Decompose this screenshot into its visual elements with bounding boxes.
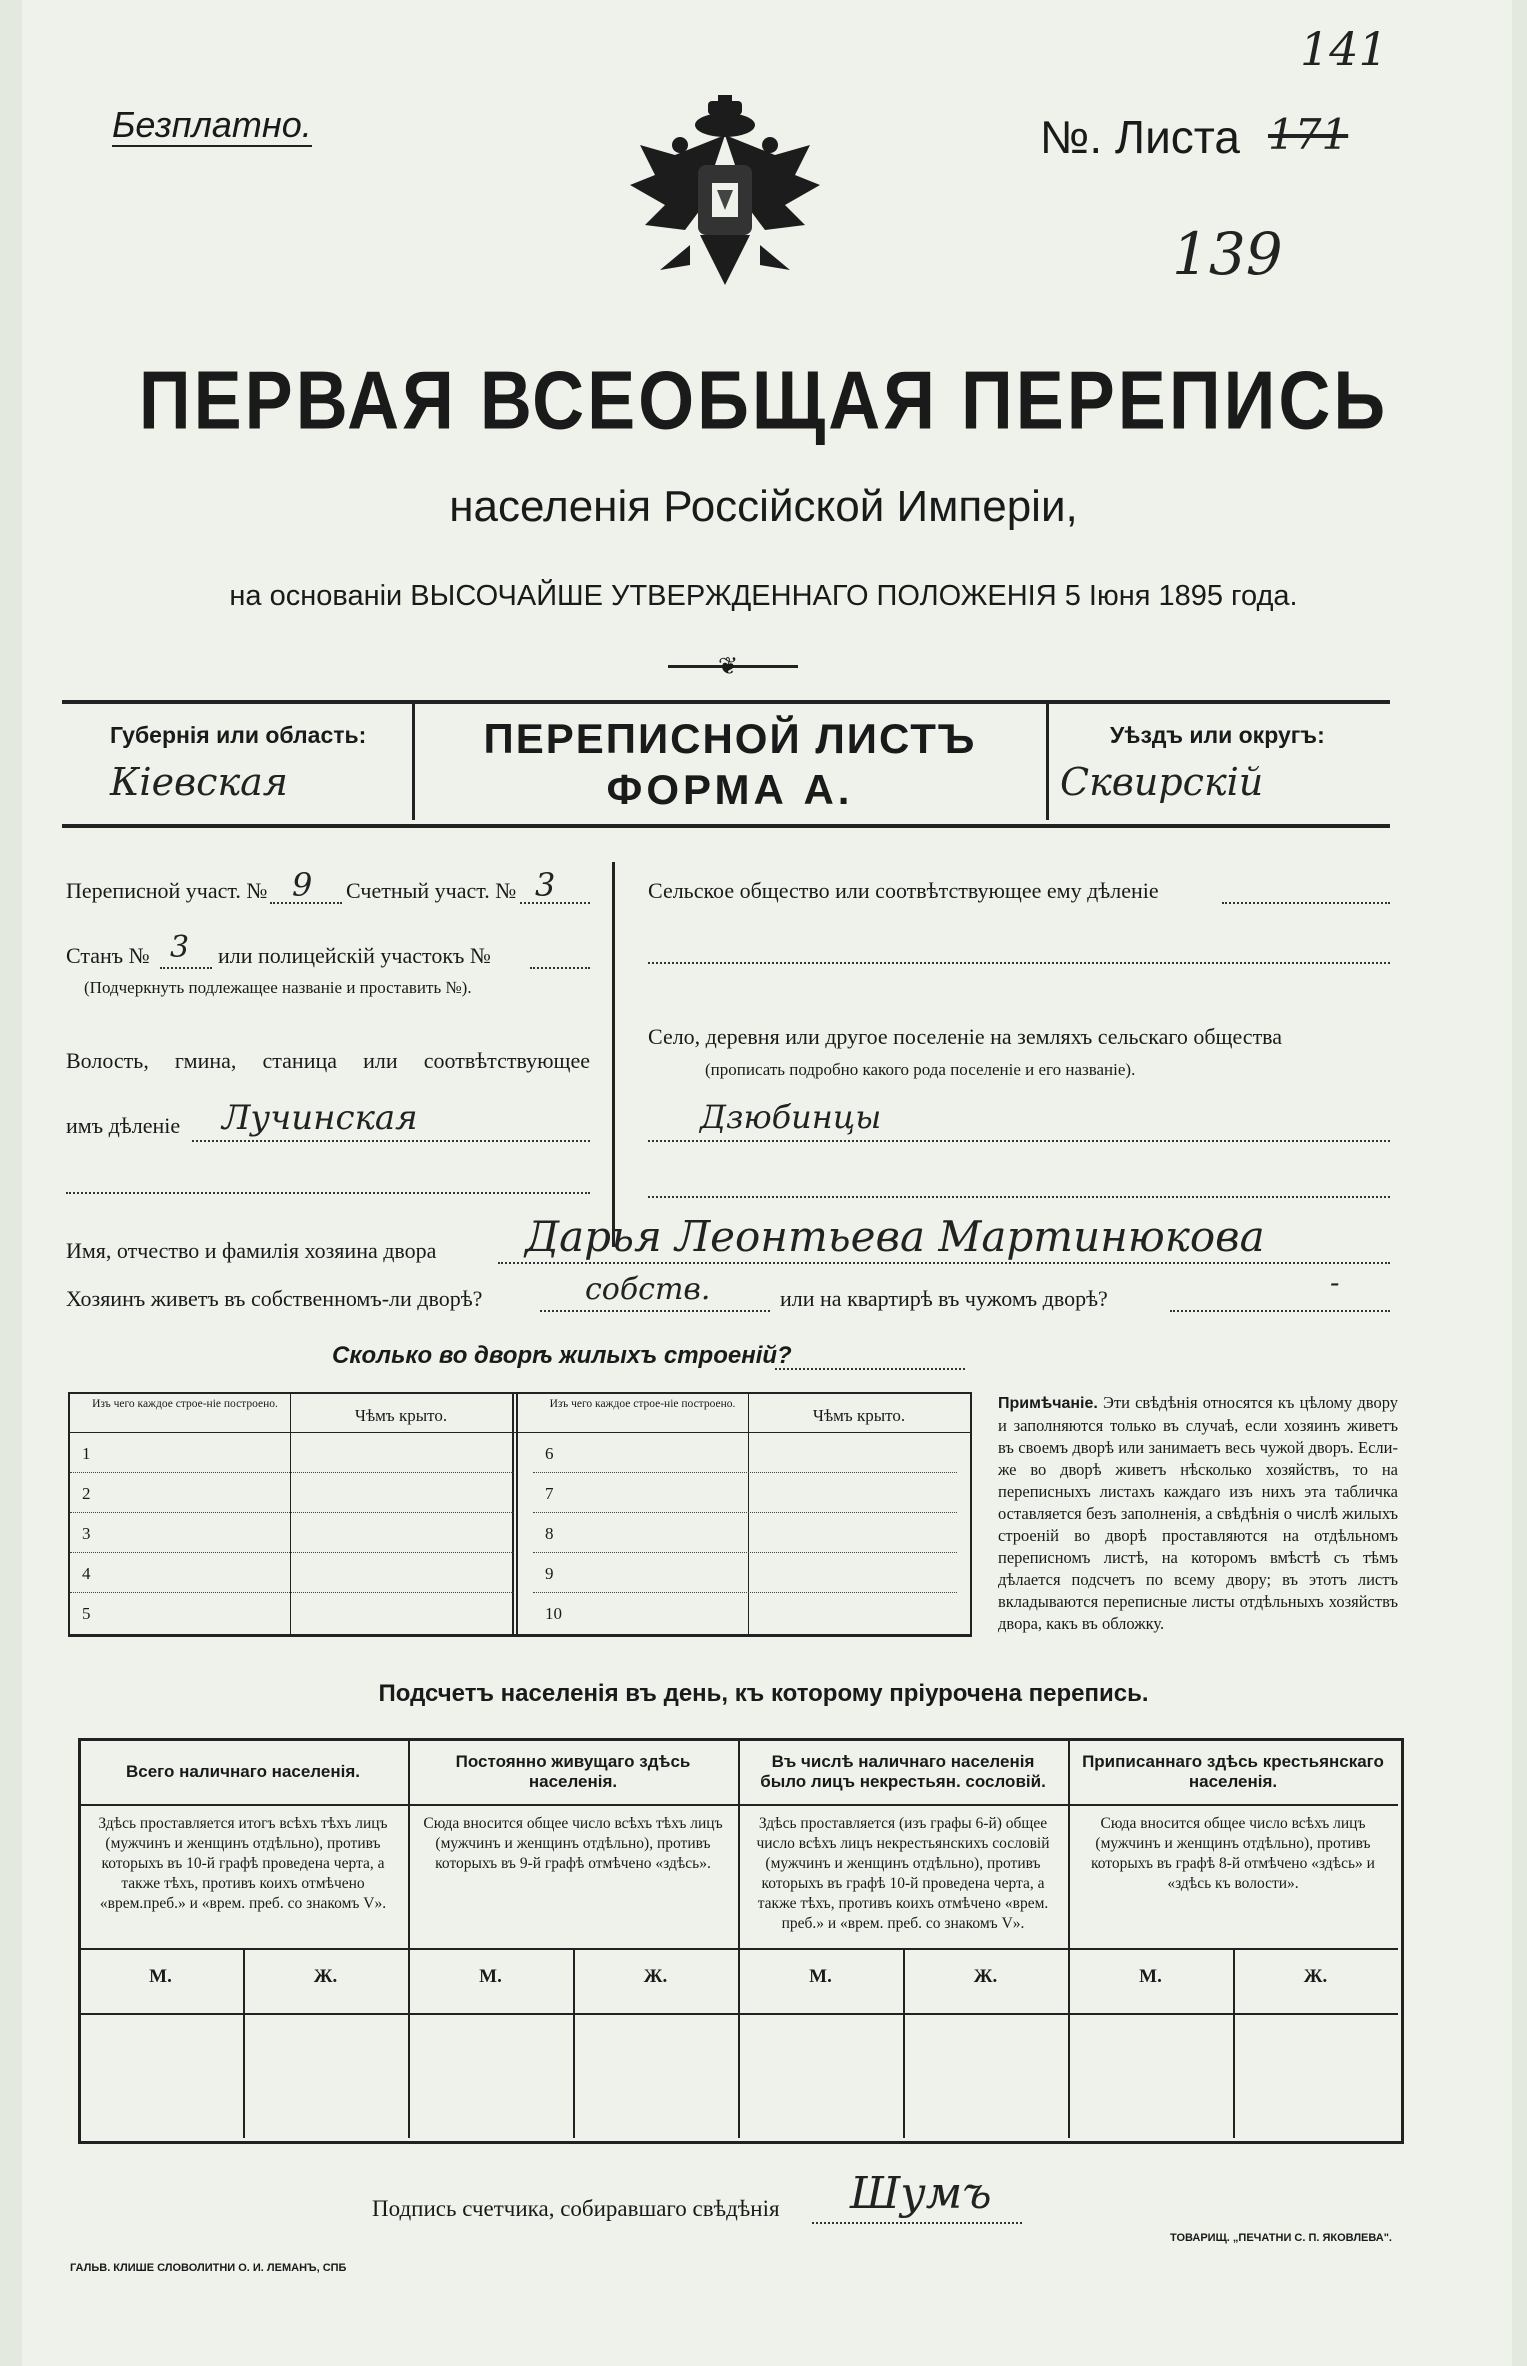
corner-number: 141: [1300, 22, 1388, 76]
building-row-line: [70, 1552, 514, 1553]
count-male-label: М.: [1139, 1966, 1162, 1987]
own-yard-line: [540, 1310, 770, 1312]
buildings-title: Сколько во дворѣ жилыхъ строеній?: [332, 1342, 792, 1369]
building-row-number: 8: [545, 1524, 554, 1543]
basis-line: на основаніи ВЫСОЧАЙШЕ УТВЕРЖДЕННАГО ПОЛОЖЕНІЯ 5 Іюня 1895 года.: [229, 580, 1298, 612]
count-head-line: [408, 1804, 738, 1806]
footer-right: ТОВАРИЩ. „ПЕЧАТНИ С. П. ЯКОВЛЕВА".: [1170, 2232, 1392, 2244]
buildings-table: [68, 1392, 972, 1637]
buildings-left-colsep: [290, 1392, 291, 1634]
volost-line-2: [66, 1192, 590, 1194]
owner-name-line: [498, 1262, 1390, 1264]
buildings-line: [775, 1368, 965, 1370]
building-row-line: [70, 1472, 514, 1473]
building-row-number: 1: [82, 1444, 91, 1463]
count-female-label: Ж.: [1303, 1966, 1328, 1987]
building-row-number: 3: [82, 1524, 91, 1543]
count-col-text: Здѣсь проставляется итогъ всѣхъ тѣхъ лицъ (мужчинъ и женщинъ отдѣльно), противъ которыхъ въ 10-й графѣ проведена черта, а также тѣхъ, противъ коихъ отмѣчено «врем.преб.» и «врем. преб. со знакомъ V».: [98, 1815, 388, 1912]
count-col-text: Сюда вносится общее число всѣхъ тѣхъ лицъ (мужчинъ и женщинъ отдѣльно), противъ которыхъ въ 9-й графѣ отмѣчено «здѣсь».: [423, 1815, 723, 1872]
count-col-separator: [408, 1738, 410, 2138]
count-area-label: Счетный участ. №: [346, 878, 517, 903]
count-col-text: Сюда вносится общее число всѣхъ лицъ (мужчинъ и женщинъ отдѣльно), противъ которыхъ въ графѣ 8-й отмѣчено «здѣсь» и «здѣсь къ волости».: [1091, 1815, 1375, 1892]
building-row-line: [533, 1552, 957, 1553]
building-row-number: 10: [545, 1604, 562, 1623]
stan-label: Станъ №: [66, 943, 150, 968]
main-title: ПЕРВАЯ ВСЕОБЩАЯ ПЕРЕПИСЬ: [138, 355, 1389, 447]
gubernia-value: Кіевская: [110, 760, 288, 804]
count-col-head: Приписаннаго здѣсь крестьянскаго населенія.: [1082, 1752, 1384, 1791]
building-row-number: 2: [82, 1484, 91, 1503]
free-label: Безплатно.: [112, 104, 312, 145]
sheet-number-new: 139: [1172, 220, 1283, 288]
count-table: [78, 1738, 1404, 2144]
rent-value: -: [1330, 1266, 1340, 1299]
volost-line: [192, 1140, 590, 1142]
stan-value: 3: [170, 930, 190, 965]
police-line: [530, 967, 590, 969]
count-area-value: 3: [535, 866, 556, 904]
count-head-line: [738, 1804, 1068, 1806]
count-title: Подсчетъ населенія въ день, къ которому пріурочена перепись.: [378, 1680, 1149, 1707]
count-head-line: [78, 1804, 408, 1806]
own-yard-label: Хозяинъ живетъ въ собственномъ-ли дворѣ?: [66, 1286, 483, 1311]
buildings-col-material-right: Изъ чего каждое строе-ніе построено.: [549, 1398, 736, 1410]
building-row-number: 4: [82, 1564, 91, 1583]
signature-value: Шумъ: [850, 2168, 992, 2219]
ornament-icon: ❦: [718, 654, 739, 680]
subtitle: населенія Россійской Имперіи,: [449, 482, 1078, 531]
sheet-number-label: №. Листа: [1040, 111, 1240, 163]
buildings-note: [998, 1392, 1398, 1635]
buildings-right-colsep: [748, 1392, 749, 1634]
count-female-label: Ж.: [643, 1966, 668, 1987]
census-area-line: [270, 902, 342, 904]
buildings-col-material-left: Изъ чего каждое строе-ніе построено.: [92, 1398, 278, 1410]
building-row-line: [70, 1512, 514, 1513]
note-head: Примѣчаніе.: [998, 1395, 1098, 1412]
count-col-text: Здѣсь проставляется (изъ графы 6-й) общее число всѣхъ лицъ некрестьянскихъ сословій (мужчинъ и женщинъ отдѣльно), противъ которыхъ въ графѣ 10-й проведена черта, а также тѣхъ, противъ коихъ отмѣчено «врем. преб.» и «врем. преб. со знакомъ V».: [756, 1815, 1050, 1932]
count-male-label: М.: [809, 1966, 832, 1987]
society-label: Сельское общество или соотвѣтствующее ему дѣленіе: [648, 878, 1159, 903]
uezd-label: Уѣздъ или округъ:: [1110, 722, 1325, 748]
signature-line: [812, 2222, 1022, 2224]
rent-line: [1170, 1310, 1390, 1312]
village-note: (прописать подробно какого рода поселеніе и его названіе).: [705, 1060, 1136, 1079]
volost-label-2: имъ дѣленіе: [66, 1113, 181, 1138]
vertical-divider: [612, 862, 615, 1247]
buildings-col-roof-left: Чѣмъ крыто.: [354, 1406, 448, 1425]
building-row-number: 9: [545, 1564, 554, 1583]
buildings-head-line: [68, 1432, 970, 1433]
sheet-number-struck: 171: [1268, 110, 1349, 159]
count-male-label: М.: [479, 1966, 502, 1987]
police-label: или полицейскій участокъ №: [218, 943, 491, 968]
buildings-divider: [512, 1392, 518, 1634]
owner-name-value: Дарья Леонтьева Мартинюкова: [525, 1212, 1265, 1261]
village-value: Дзюбинцы: [700, 1098, 882, 1136]
uezd-value: Сквирскій: [1060, 760, 1264, 804]
society-line: [1222, 902, 1390, 904]
coat-of-arms-icon: [620, 95, 830, 325]
owner-name-label: Имя, отчество и фамилія хозяина двора: [66, 1238, 437, 1263]
underline-note: (Подчеркнуть подлежащее названіе и проставить №).: [84, 978, 472, 997]
count-col-head: Постоянно живущаго здѣсь населенія.: [455, 1752, 691, 1791]
footer-left: ГАЛЬВ. КЛИШЕ СЛОВОЛИТНИ О. И. ЛЕМАНЪ, СПБ: [70, 2262, 347, 2274]
count-area-line: [520, 902, 590, 904]
rent-label: или на квартирѣ въ чужомъ дворѣ?: [780, 1286, 1108, 1311]
form-title: ПЕРЕПИСНОЙ ЛИСТЪ: [483, 715, 977, 762]
count-col-separator: [738, 1738, 740, 2138]
gubernia-label: Губернія или область:: [110, 722, 367, 748]
census-area-value: 9: [292, 866, 313, 904]
own-yard-value: собств.: [585, 1272, 711, 1307]
building-row-number: 7: [545, 1484, 554, 1503]
count-female-label: Ж.: [313, 1966, 338, 1987]
count-col-head: Всего наличнаго населенія.: [126, 1762, 360, 1781]
count-male-label: М.: [149, 1966, 172, 1987]
building-row-number: 5: [82, 1604, 91, 1623]
buildings-col-roof-right: Чѣмъ крыто.: [812, 1406, 906, 1425]
note-text: Эти свѣдѣнія относятся къ цѣлому двору и заполняются только въ случаѣ, если хозяинъ живетъ въ своемъ дворѣ или занимаетъ весь чужой дворъ. Если-же во дворѣ живетъ нѣсколько хозяйствъ, то на переписныхъ листахъ каждаго изъ нихъ эта табличка оставляется безъ заполненія, а свѣдѣнія о числѣ жилыхъ строеній во дворѣ проставляются на отдѣльномъ переписномъ листѣ, на которомъ вмѣстѣ съ тѣмъ дѣлается подсчетъ по всему двору; въ этотъ листъ вкладываются переписные листы отдѣльныхъ хозяйствъ двора, какъ въ обложку.: [998, 1393, 1398, 1633]
count-female-label: Ж.: [973, 1966, 998, 1987]
stan-line: [160, 967, 212, 969]
volost-value: Лучинская: [222, 1098, 418, 1138]
society-line-2: [648, 962, 1390, 964]
building-row-line: [533, 1512, 957, 1513]
count-col-separator: [1068, 1738, 1070, 2138]
building-row-number: 6: [545, 1444, 554, 1463]
form-subtitle: ФОРМА А.: [606, 766, 854, 813]
village-line: [648, 1140, 1390, 1142]
count-head-line: [1068, 1804, 1398, 1806]
signature-label: Подпись счетчика, собиравшаго свѣдѣнія: [372, 2196, 780, 2221]
village-label: Село, деревня или другое поселеніе на земляхъ сельскаго общества: [648, 1024, 1283, 1049]
building-row-line: [533, 1592, 957, 1593]
village-line-2: [648, 1196, 1390, 1198]
count-col-head: Въ числѣ наличнаго населенія было лицъ некрестьян. сословій.: [760, 1752, 1046, 1791]
census-area-label: Переписной участ. №: [66, 878, 268, 903]
building-row-line: [533, 1472, 957, 1473]
building-row-line: [70, 1592, 514, 1593]
volost-label: Волость, гмина, станица или соотвѣтствующее: [66, 1048, 590, 1073]
